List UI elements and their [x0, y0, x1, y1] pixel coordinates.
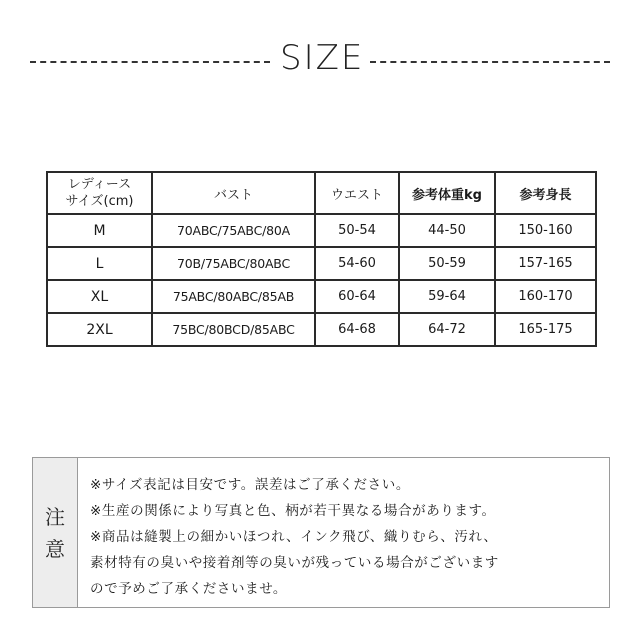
cell-weight: 44-50	[399, 214, 495, 247]
table-row	[47, 247, 596, 280]
header-waist: ウエスト	[315, 172, 399, 214]
table-header-row	[47, 172, 596, 214]
cell-waist: 64-68	[315, 313, 399, 346]
cell-weight: 50-59	[399, 247, 495, 280]
size-table	[46, 171, 597, 347]
notes-label-char: 注	[45, 504, 65, 529]
header-size	[47, 172, 152, 214]
notes-line: ※商品は縫製上の細かいほつれ、インク飛び、織りむら、汚れ、	[90, 529, 498, 545]
header-size-line1: レディース	[67, 177, 132, 192]
cell-bust: 75BC/80BCD/85ABC	[152, 313, 315, 346]
cell-bust: 75ABC/80ABC/85AB	[152, 280, 315, 313]
header-height: 参考身長	[495, 172, 596, 214]
notes-label-char: 意	[45, 536, 65, 561]
dashed-divider-right	[370, 61, 610, 63]
page-title: SIZE	[280, 38, 365, 78]
cell-height: 165-175	[495, 313, 596, 346]
cell-size: XL	[47, 280, 152, 313]
cell-bust: 70B/75ABC/80ABC	[152, 247, 315, 280]
header-bust: バスト	[152, 172, 315, 214]
notes-line: 素材特有の臭いや接着剤等の臭いが残っている場合がございます	[90, 555, 499, 571]
notes-line: ので予めご了承くださいませ。	[90, 581, 287, 597]
table-row	[47, 313, 596, 346]
cell-height: 150-160	[495, 214, 596, 247]
dashed-divider-left	[30, 61, 270, 63]
table-row	[47, 214, 596, 247]
notes-line: ※生産の関係により写真と色、柄が若干異なる場合があります。	[90, 503, 496, 519]
cell-size: L	[47, 247, 152, 280]
notes-line: ※サイズ表記は目安です。誤差はご了承ください。	[90, 477, 410, 493]
notes-label	[33, 458, 78, 607]
cell-height: 160-170	[495, 280, 596, 313]
notes-body	[78, 458, 609, 607]
size-header	[30, 36, 610, 86]
cell-size: M	[47, 214, 152, 247]
cell-weight: 64-72	[399, 313, 495, 346]
header-weight: 参考体重kg	[399, 172, 495, 214]
cell-bust: 70ABC/75ABC/80A	[152, 214, 315, 247]
table-row	[47, 280, 596, 313]
cell-height: 157-165	[495, 247, 596, 280]
cell-waist: 50-54	[315, 214, 399, 247]
cell-size: 2XL	[47, 313, 152, 346]
notes-box	[32, 457, 610, 608]
cell-weight: 59-64	[399, 280, 495, 313]
cell-waist: 54-60	[315, 247, 399, 280]
header-size-line2: サイズ(cm)	[65, 194, 134, 209]
cell-waist: 60-64	[315, 280, 399, 313]
